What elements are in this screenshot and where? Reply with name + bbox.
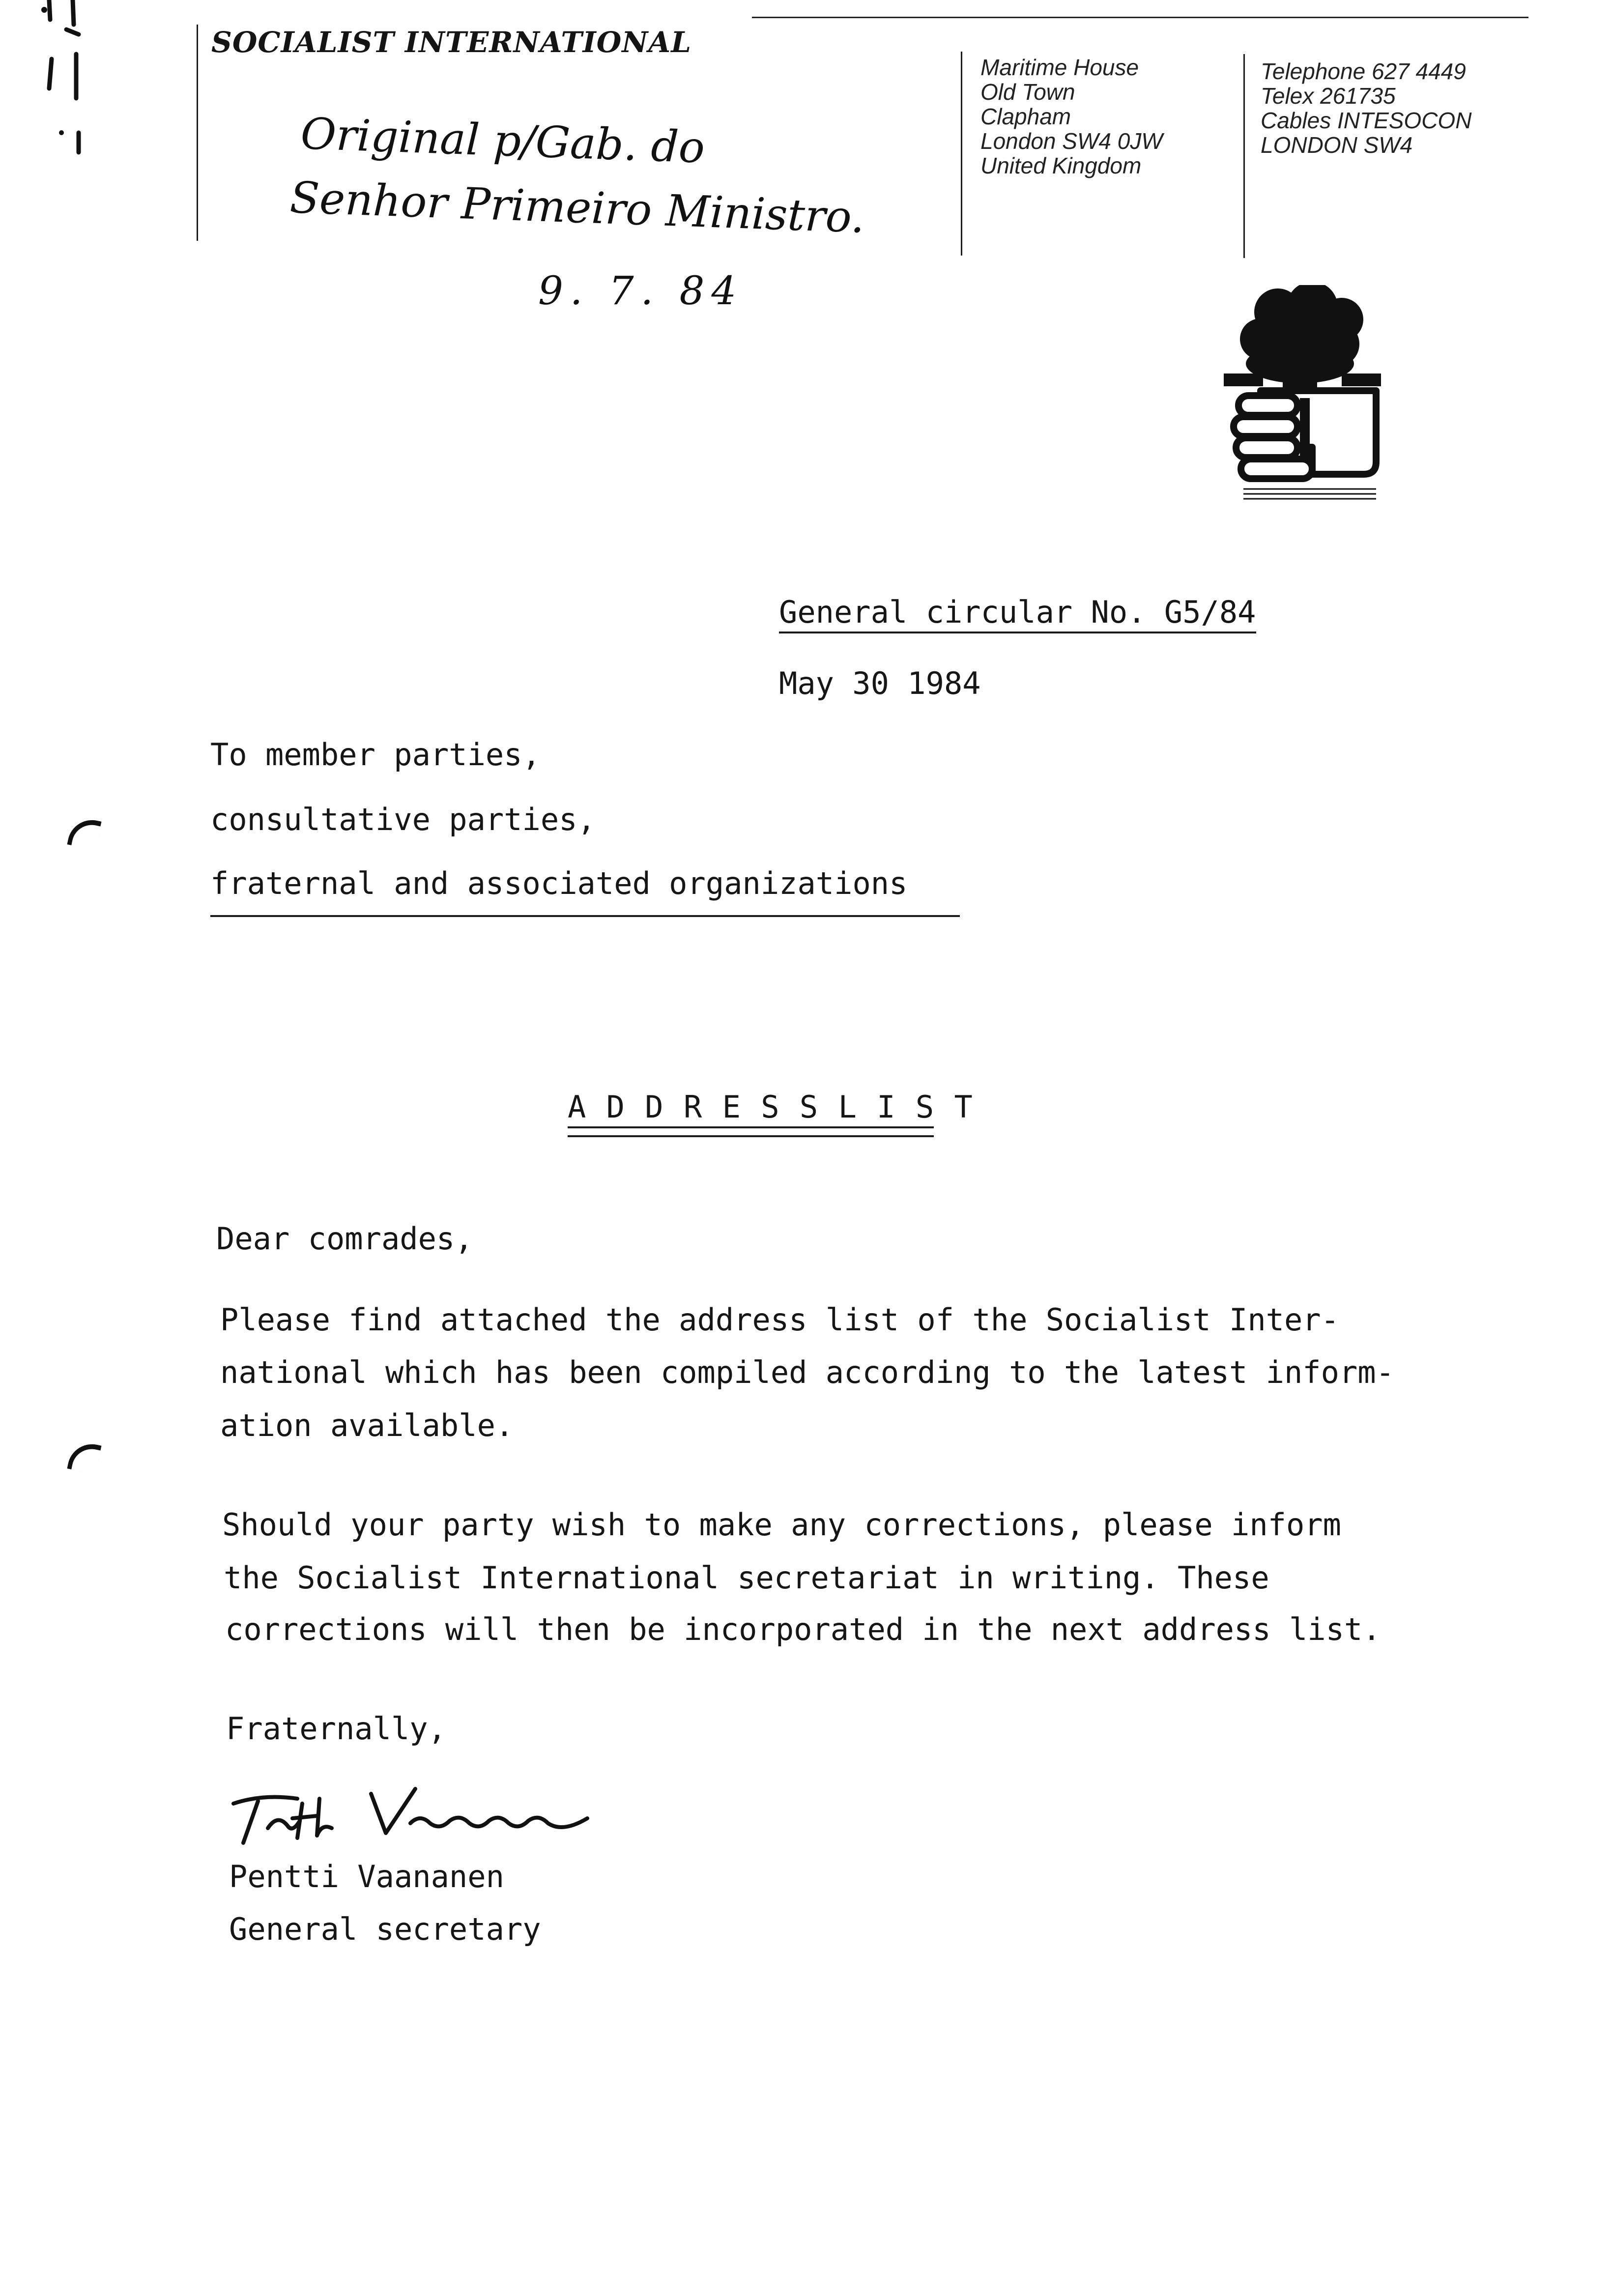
paragraph-2-line: Should your party wish to make any corrections, please inform	[222, 1507, 1341, 1543]
recipient-line: consultative parties,	[210, 802, 596, 837]
margin-scribble	[29, 0, 93, 162]
handwritten-signature	[224, 1774, 607, 1848]
subject-rule-lower	[568, 1135, 934, 1137]
closing: Fraternally,	[226, 1711, 446, 1747]
salutation: Dear comrades,	[216, 1221, 473, 1257]
contact-line: Telephone 627 4449	[1261, 58, 1466, 84]
recipient-line: To member parties,	[210, 737, 541, 773]
handwritten-date: 9. 7. 84	[538, 268, 744, 314]
letterhead-top-rule	[752, 17, 1528, 18]
paragraph-1-line: Please find attached the address list of the Socialist Inter-	[220, 1302, 1339, 1338]
handwritten-note-line-1: Original p/Gab. do	[300, 108, 706, 173]
recipient-line: fraternal and associated organizations	[210, 865, 908, 901]
fist-rose-logo	[1214, 285, 1391, 501]
organization-name: SOCIALIST INTERNATIONAL	[211, 26, 692, 59]
circular-number: General circular No. G5/84	[779, 597, 1256, 633]
contact-line: Telex 261735	[1261, 83, 1396, 109]
paragraph-1-line: national which has been compiled according to the latest inform-	[220, 1354, 1394, 1390]
paragraph-1-line: ation available.	[220, 1407, 514, 1443]
letterhead-address	[980, 55, 1163, 178]
circular-date: May 30 1984	[779, 665, 981, 701]
address-line: London SW4 0JW	[980, 128, 1163, 154]
signatory-title: General secretary	[229, 1911, 541, 1947]
letterhead-middle-divider	[961, 52, 962, 256]
subject-heading: A D D R E S S L I S T	[568, 1089, 974, 1125]
margin-mark	[67, 1440, 101, 1475]
subject-rule-upper	[568, 1126, 934, 1128]
address-line: Clapham	[980, 104, 1071, 129]
contact-line: LONDON SW4	[1261, 132, 1413, 158]
letterhead-left-divider	[197, 25, 198, 241]
address-line: Maritime House	[980, 55, 1139, 80]
contact-line: Cables INTESOCON	[1261, 108, 1472, 133]
letterhead-right-divider	[1243, 54, 1245, 258]
paragraph-2-line: corrections will then be incorporated in the next address list.	[225, 1611, 1381, 1647]
letterhead-contacts	[1261, 59, 1471, 157]
signatory-name: Pentti Vaananen	[229, 1859, 504, 1894]
address-line: United Kingdom	[980, 153, 1142, 178]
recipients-rule	[210, 915, 960, 917]
handwritten-note-line-2: Senhor Primeiro Ministro.	[289, 172, 866, 243]
margin-mark	[67, 816, 101, 851]
paragraph-2-line: the Socialist International secretariat in writing. These	[224, 1560, 1269, 1596]
address-line: Old Town	[980, 79, 1075, 105]
